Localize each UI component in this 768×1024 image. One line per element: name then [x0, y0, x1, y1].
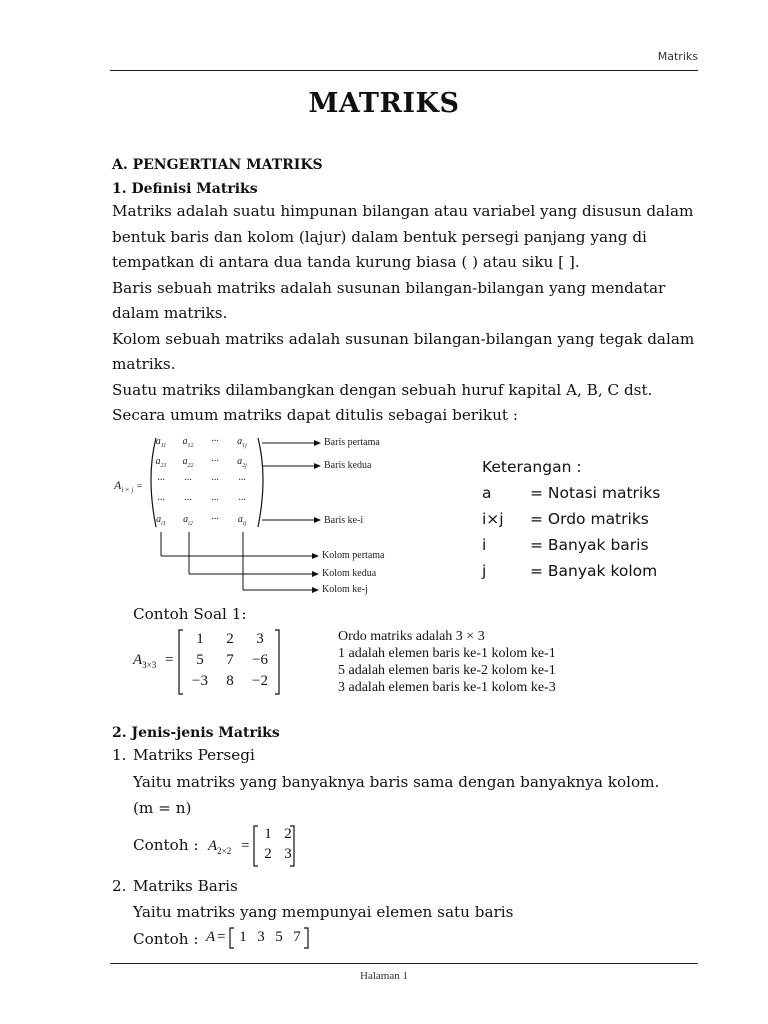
matrix-element: ··· [184, 475, 192, 486]
section-heading-a: A. PENGERTIAN MATRIKS [112, 157, 323, 173]
row-label: Baris ke-i [324, 515, 364, 526]
keterangan-heading: Keterangan : [482, 458, 582, 476]
keterangan-symbol: j [482, 562, 487, 580]
equals-sign: = [165, 652, 174, 668]
matrix-subscript: 3×3 [142, 660, 157, 670]
matrix-element: 7 [293, 929, 301, 945]
matrix-element: −3 [192, 673, 208, 689]
definition-text [112, 199, 702, 429]
paragraph: Suatu matriks dilambangkan dengan sebuah huruf kapital A, B, C dst. [112, 380, 653, 399]
type-name: Matriks Persegi [133, 746, 255, 764]
matrix-element: $a_{21}$ [155, 455, 167, 469]
matrix-element: 2 [264, 846, 272, 862]
paragraph: Secara umum matriks dapat ditulis sebagai berikut : [112, 406, 518, 424]
matrix-element: $a_{11}$ [155, 436, 167, 449]
matrix-element: −6 [252, 652, 268, 668]
matrix-element: ··· [238, 475, 246, 486]
example-note: 5 adalah elemen baris ke-2 kolom ke-1 [338, 663, 556, 678]
keterangan-symbol: i [482, 536, 487, 554]
matrix-element: 3 [256, 631, 264, 647]
matrix-element: ··· [211, 455, 219, 467]
example-note: Ordo matriks adalah 3 × 3 [338, 629, 485, 644]
matrix-letter: A [208, 838, 218, 854]
matrix-element: ··· [211, 494, 219, 506]
matrix-element: 3 [257, 929, 265, 945]
type-number: 1. [112, 746, 127, 764]
keterangan-description: = Banyak baris [530, 536, 649, 554]
matrix-element: 8 [226, 673, 234, 689]
page-number: Halaman 1 [360, 970, 408, 982]
equals-sign: = [241, 838, 250, 854]
general-matrix-diagram [112, 432, 432, 602]
matrix-element: −2 [252, 673, 268, 689]
example-matrix-name: A [206, 929, 216, 945]
matrix-letter: A [133, 652, 143, 668]
matrix-element: 2 [284, 826, 292, 842]
header-rule [110, 70, 698, 71]
matrix-element: ··· [238, 494, 246, 506]
example-label: Contoh : [133, 836, 199, 854]
matrix-element: ··· [157, 494, 165, 506]
row-label: Baris pertama [324, 437, 380, 448]
example-matrix [133, 628, 283, 696]
matrix-element: 7 [226, 652, 234, 668]
matrix-element: ··· [211, 436, 219, 447]
matrix-element: $a_{1j}$ [237, 436, 247, 449]
example-notes [338, 628, 556, 696]
running-header: Matriks [657, 50, 698, 63]
example-note: 3 adalah elemen baris ke-1 kolom ke-3 [338, 680, 556, 695]
matrix-subscript: i × j [121, 486, 134, 494]
example-label: Contoh Soal 1: [133, 605, 247, 623]
example-matrix-name [208, 838, 231, 856]
keterangan-description: = Banyak kolom [530, 562, 658, 580]
matrix-element: ··· [157, 475, 165, 486]
footer-rule [110, 963, 698, 964]
matrix-element: ··· [184, 494, 192, 506]
matrix-element: $a_{2j}$ [237, 455, 247, 469]
keterangan-symbol: a [482, 484, 492, 502]
row-label: Baris kedua [324, 460, 372, 471]
matrix-element: 2 [226, 631, 234, 647]
paragraph: Matriks adalah suatu himpunan bilangan atau variabel yang disusun dalam bentuk baris dan kolom (lajur) dalam bentuk persegi panjang yang di tempatkan di antara dua tanda kurung biasa ( ) atau siku [ ]. [112, 202, 694, 271]
matrix-element: 1 [264, 826, 272, 842]
row-matrix-example [206, 926, 316, 950]
matrix-element: ··· [211, 514, 219, 525]
column-label: Kolom ke-j [322, 584, 368, 595]
type-description: Yaitu matriks yang mempunyai elemen satu baris [133, 903, 514, 921]
matrix-element: 5 [275, 929, 283, 945]
example-label: Contoh : [133, 930, 199, 948]
matrix-element: ··· [211, 475, 219, 486]
paragraph: Kolom sebuah matriks adalah susunan bilangan-bilangan yang tegak dalam matriks. [112, 329, 695, 373]
column-label: Kolom pertama [322, 550, 385, 561]
matrix-element: $a_{i2}$ [183, 514, 193, 527]
equals-sign: = [217, 929, 226, 945]
matrix-element: $a_{ij}$ [237, 514, 247, 527]
matrix-subscript: 2×2 [217, 846, 232, 856]
keterangan-symbol: i×j [482, 510, 504, 528]
matrix-element: $a_{i1}$ [156, 514, 166, 527]
matrix-element: $a_{22}$ [182, 455, 194, 469]
square-matrix-example [208, 824, 308, 868]
matrix-name: $A_{i \times j}$ = [114, 478, 143, 494]
paragraph: Baris sebuah matriks adalah susunan bilangan-bilangan yang mendatar dalam matriks. [112, 278, 666, 322]
matrix-element: 1 [196, 631, 204, 647]
matrix-element: 3 [284, 846, 292, 862]
matrix-element: $a_{12}$ [182, 436, 194, 449]
matrix-letter: A [114, 478, 122, 492]
type-condition: (m = n) [133, 799, 192, 817]
subsection-heading-jenis: 2. Jenis-jenis Matriks [112, 725, 280, 741]
keterangan-description: = Notasi matriks [530, 484, 661, 502]
column-label: Kolom kedua [322, 568, 377, 579]
type-name: Matriks Baris [133, 877, 238, 895]
subsection-heading-definisi: 1. Definisi Matriks [112, 181, 258, 197]
type-number: 2. [112, 877, 127, 895]
keterangan-description: = Ordo matriks [530, 510, 649, 528]
example-note: 1 adalah elemen baris ke-1 kolom ke-1 [338, 646, 556, 661]
page-title: MATRIKS [308, 88, 460, 119]
matrix-element: 1 [239, 929, 247, 945]
example-matrix-name [133, 652, 156, 670]
matrix-element: 5 [196, 652, 204, 668]
type-description: Yaitu matriks yang banyaknya baris sama dengan banyaknya kolom. [133, 773, 660, 791]
